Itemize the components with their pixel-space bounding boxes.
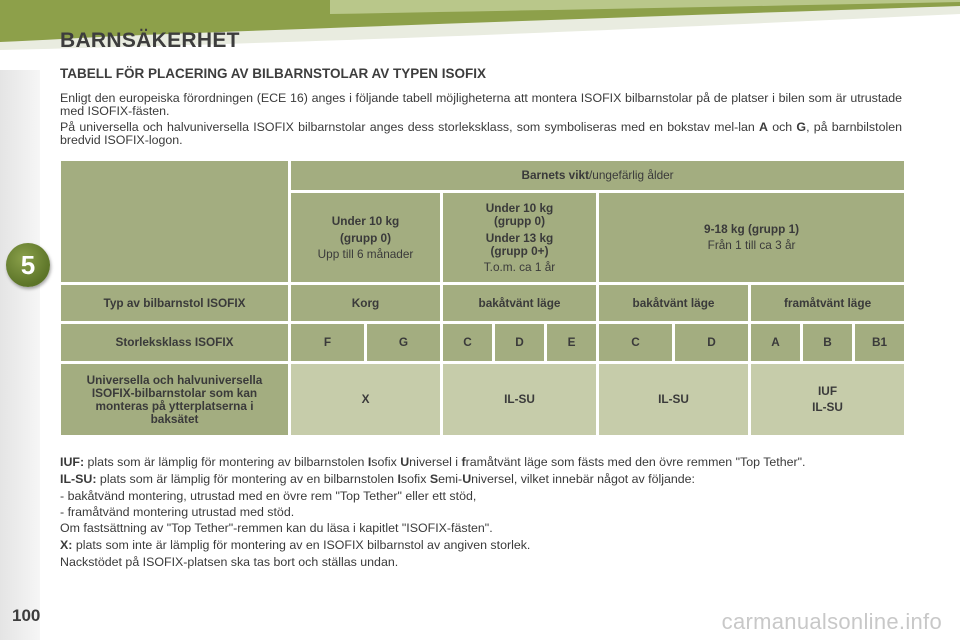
- intro-paragraph-2: På universella och halvuniversella ISOFIX bilbarnstolar anges dess storleksklass, som symboliseras med en bokstav mel-lan A och G, på barnbilstolen bredvid ISOFIX-logon.: [60, 120, 902, 147]
- size-class-cell: G: [367, 324, 440, 361]
- table-corner-cell: [61, 161, 288, 282]
- note-ilsu: IL-SU: plats som är lämplig för montering av en bilbarnstolen Isofix Semi-Universel, vilket innebär något av följande:: [60, 472, 695, 486]
- note-top-tether: Om fastsättning av "Top Tether"-remmen kan du läsa i kapitlet "ISOFIX-fästen".: [60, 521, 493, 535]
- type-cell: Korg: [291, 285, 440, 321]
- size-class-cell: C: [443, 324, 492, 361]
- mount-cell: X: [291, 364, 440, 435]
- note-dash-2: - framåtvänd montering utrustad med stöd.: [60, 505, 295, 519]
- type-cell: bakåtvänt läge: [599, 285, 748, 321]
- note-x: X: plats som inte är lämplig för montering av en ISOFIX bilbarnstol av angiven storlek.: [60, 538, 531, 552]
- note-iuf: IUF: plats som är lämplig för montering av bilbarnstolen Isofix Universel i framåtvänt läge som fästs med den övre remmen "Top Tether".: [60, 455, 806, 469]
- type-row-label: Typ av bilbarnstol ISOFIX: [61, 285, 288, 321]
- type-cell: bakåtvänt läge: [443, 285, 596, 321]
- mount-cell: IUF IL-SU: [751, 364, 904, 435]
- left-margin-strip: [0, 70, 40, 640]
- chapter-tab: [6, 243, 50, 287]
- size-class-cell: D: [495, 324, 544, 361]
- mount-cell: IL-SU: [599, 364, 748, 435]
- section-heading: TABELL FÖR PLACERING AV BILBARNSTOLAR AV TYPEN ISOFIX: [60, 66, 487, 81]
- intro-paragraph-1: Enligt den europeiska förordningen (ECE 16) anges i följande tabell möjligheterna att montera ISOFIX bilbarnstolar på de platser i bilen som är utrustade med ISOFIX-fästen.: [60, 91, 902, 118]
- isofix-placement-table: [58, 158, 907, 438]
- intro-text: [60, 92, 902, 150]
- notes: [60, 455, 902, 572]
- size-class-cell: D: [675, 324, 748, 361]
- watermark: carmanualsonline.info: [721, 609, 942, 634]
- size-class-cell: B: [803, 324, 852, 361]
- size-class-cell: E: [547, 324, 596, 361]
- page-number: 100: [12, 606, 41, 625]
- note-headrest: Nackstödet på ISOFIX-platsen ska tas bort och ställas undan.: [60, 555, 399, 569]
- chapter-number: 5: [20, 249, 36, 280]
- group-0plus-cell: Under 10 kg (grupp 0) Under 13 kg (grupp 0+) T.o.m. ca 1 år: [443, 193, 596, 282]
- type-cell: framåtvänt läge: [751, 285, 904, 321]
- size-row-label: Storleksklass ISOFIX: [61, 324, 288, 361]
- weight-age-header: Barnets vikt/ungefärlig ålder: [291, 161, 904, 190]
- mount-row-label: Universella och halvuniversella ISOFIX-bilbarnstolar som kan monteras på ytterplatserna i baksätet: [61, 364, 288, 435]
- group-0-cell: Under 10 kg (grupp 0) Upp till 6 månader: [291, 193, 440, 282]
- page-title: BARNSÄKERHET: [60, 29, 240, 52]
- size-class-cell: B1: [855, 324, 904, 361]
- mount-cell: IL-SU: [443, 364, 596, 435]
- group-1-cell: 9-18 kg (grupp 1) Från 1 till ca 3 år: [599, 193, 904, 282]
- size-class-cell: C: [599, 324, 672, 361]
- note-dash-1: - bakåtvänd montering, utrustad med en övre rem "Top Tether" eller ett stöd,: [60, 489, 477, 503]
- size-class-cell: F: [291, 324, 364, 361]
- size-class-cell: A: [751, 324, 800, 361]
